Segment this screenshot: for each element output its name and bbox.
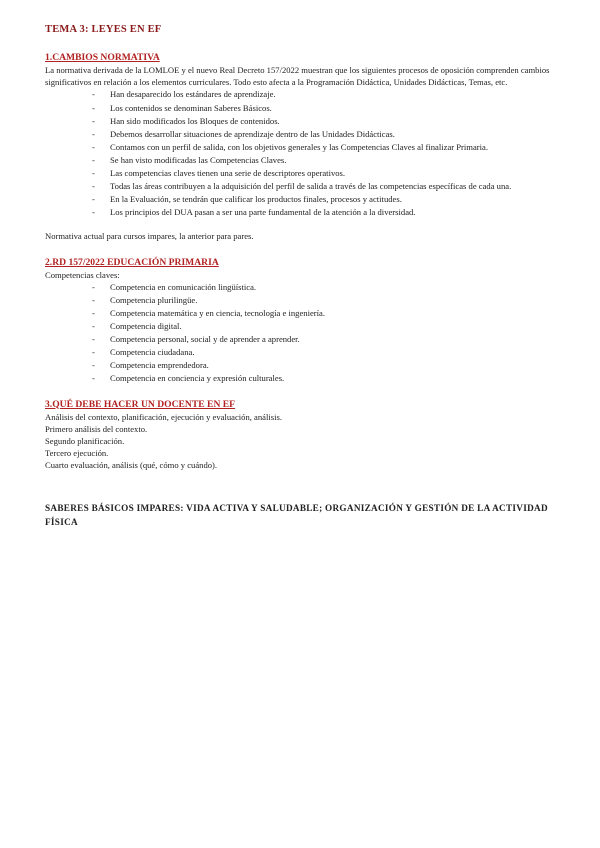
document-title: TEMA 3: LEYES EN EF <box>45 24 162 35</box>
list-item <box>92 88 565 101</box>
paragraph-line: Cuarto evaluación, análisis (qué, cómo y cuándo). <box>45 460 218 471</box>
dash-bullet: - <box>92 128 95 139</box>
competencies-list <box>45 281 565 386</box>
dash-bullet: - <box>92 89 95 100</box>
dash-bullet: - <box>92 207 95 218</box>
list-item-text: Han sido modificados los Bloques de contenidos. <box>110 115 280 126</box>
list-item <box>92 102 565 115</box>
list-item <box>92 141 565 154</box>
list-item-text: Han desaparecido los estándares de aprendizaje. <box>110 89 276 100</box>
dash-bullet: - <box>92 307 95 318</box>
list-item-text: Se han visto modificadas las Competencias Claves. <box>110 154 287 165</box>
dash-bullet: - <box>92 194 95 205</box>
paragraph-line: Análisis del contexto, planificación, ejecución y evaluación, análisis. <box>45 411 282 422</box>
list-item-text: Debemos desarrollar situaciones de aprendizaje dentro de las Unidades Didácticas. <box>110 128 395 139</box>
dash-bullet: - <box>92 347 95 358</box>
list-item <box>92 180 565 193</box>
list-item-text: Contamos con un perfil de salida, con los objetivos generales y las Competencias Claves al finalizar Primaria. <box>110 141 489 152</box>
list-item <box>92 359 565 372</box>
list-item <box>92 307 565 320</box>
dash-bullet: - <box>92 102 95 113</box>
dash-bullet: - <box>92 181 95 192</box>
section-heading: 2.RD 157/2022 EDUCACIÓN PRIMARIA <box>45 256 219 268</box>
list-item <box>92 115 565 128</box>
normativa-note: Normativa actual para cursos impares, la anterior para pares. <box>45 231 254 242</box>
document-page <box>45 24 565 536</box>
section-heading: 1.CAMBIOS NORMATIVA <box>45 52 160 63</box>
dash-bullet: - <box>92 294 95 305</box>
dash-bullet: - <box>92 141 95 152</box>
section-intro: La normativa derivada de la LOMLOE y el nuevo Real Decreto 157/2022 muestran que los siguientes procesos de oposición comprenden cambios significativos en relación a los elementos curriculares. Todo esto afecta a la Programación Didáctica, Unidades Didácticas, Temas, etc. <box>45 65 550 88</box>
list-item-text: Competencia digital. <box>110 321 182 332</box>
list-item-text: Competencia ciudadana. <box>110 347 195 358</box>
list-item-text: Competencia emprendedora. <box>110 360 209 371</box>
list-item <box>92 193 565 206</box>
list-item-text: Competencia matemática y en ciencia, tecnología e ingeniería. <box>110 307 325 318</box>
list-item <box>92 333 565 346</box>
list-item-text: Competencia en comunicación lingüística. <box>110 281 257 292</box>
dash-bullet: - <box>92 167 95 178</box>
list-item <box>92 372 565 385</box>
section-heading: 3.QUÉ DEBE HACER UN DOCENTE EN EF <box>45 398 236 410</box>
section-intro: Competencias claves: <box>45 269 120 280</box>
list-item <box>92 206 565 219</box>
list-item-text: En la Evaluación, se tendrán que calificar los productos finales, procesos y actitudes. <box>110 194 402 205</box>
dash-bullet: - <box>92 321 95 332</box>
list-item-text: Competencia plurilingüe. <box>110 294 198 305</box>
dash-bullet: - <box>92 281 95 292</box>
paragraph-line: Primero análisis del contexto. <box>45 423 148 434</box>
list-item <box>92 154 565 167</box>
dash-bullet: - <box>92 373 95 384</box>
list-item-text: Los contenidos se denominan Saberes Básicos. <box>110 102 272 113</box>
list-item <box>92 281 565 294</box>
list-item-text: Competencia personal, social y de aprender a aprender. <box>110 334 300 345</box>
list-item <box>92 294 565 307</box>
list-item <box>92 167 565 180</box>
section-docente-ef <box>45 399 565 472</box>
dash-bullet: - <box>92 154 95 165</box>
dash-bullet: - <box>92 360 95 371</box>
list-item <box>92 346 565 359</box>
section-cambios-normativa <box>45 52 565 243</box>
list-item-text: Competencia en conciencia y expresión culturales. <box>110 373 285 384</box>
list-item-text: Los principios del DUA pasan a ser una parte fundamental de la atención a la diversidad. <box>110 207 416 218</box>
paragraph-line: Tercero ejecución. <box>45 448 109 459</box>
changes-list <box>45 88 565 219</box>
section-rd-primaria <box>45 257 565 386</box>
list-item <box>92 128 565 141</box>
list-item-text: Las competencias claves tienen una serie de descriptores operativos. <box>110 167 346 178</box>
paragraph-line: Segundo planificación. <box>45 435 125 446</box>
list-item-text: Todas las áreas contribuyen a la adquisición del perfil de salida a través de las competencias específicas de cada una. <box>110 181 512 192</box>
list-item <box>92 320 565 333</box>
dash-bullet: - <box>92 115 95 126</box>
saberes-heading: SABERES BÁSICOS IMPARES: VIDA ACTIVA Y SALUDABLE; ORGANIZACIÓN Y GESTIÓN DE LA ACTIVIDAD FÍSICA <box>45 502 548 527</box>
dash-bullet: - <box>92 334 95 345</box>
